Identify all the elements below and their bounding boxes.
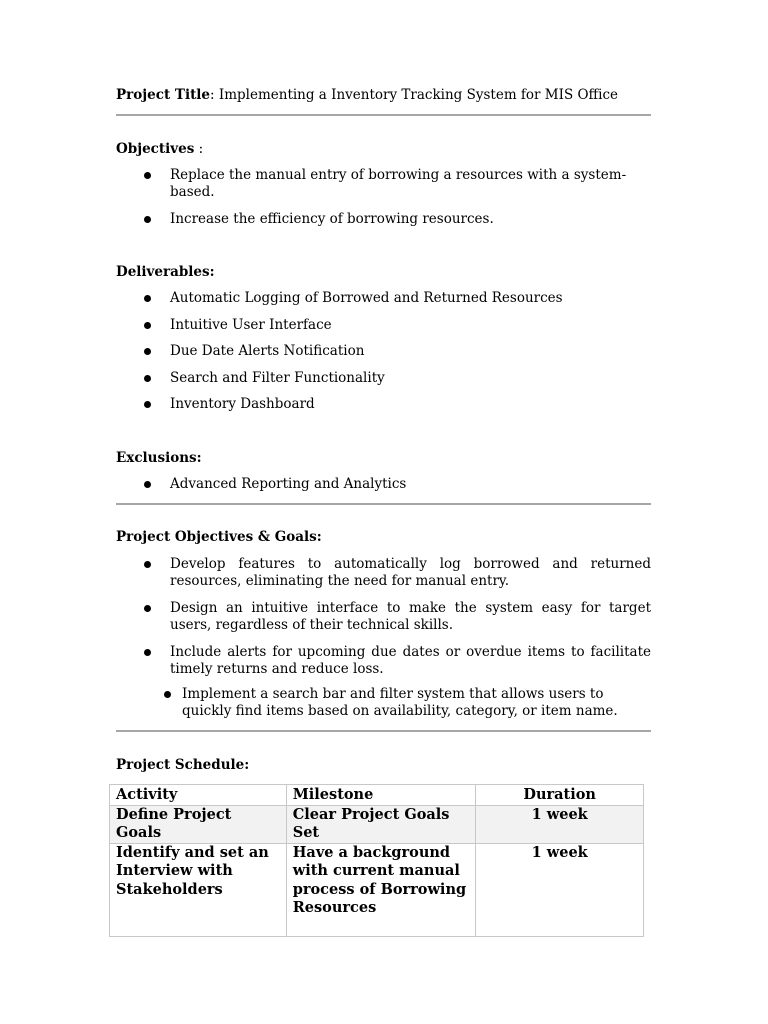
objectives-heading-text: Objectives bbox=[116, 141, 195, 157]
bullet-icon bbox=[144, 401, 151, 408]
table-cell-milestone: Have a background with current manual process of Borrowing Resources bbox=[286, 843, 476, 936]
bullet-icon bbox=[164, 691, 171, 698]
list-item bbox=[116, 476, 651, 493]
sub-list-item bbox=[116, 686, 652, 720]
list-item bbox=[116, 600, 651, 634]
table-cell-activity: Define Project Goals bbox=[110, 805, 287, 843]
table-row bbox=[110, 843, 644, 936]
deliverables-heading: Deliverables: bbox=[116, 264, 215, 280]
list-item bbox=[116, 556, 651, 590]
list-item-text: Develop features to automatically log borrowed and returned resources, eliminating the need for manual entry. bbox=[170, 556, 651, 589]
goals-heading: Project Objectives & Goals: bbox=[116, 529, 322, 545]
list-item-text: Advanced Reporting and Analytics bbox=[170, 476, 407, 492]
bullet-icon bbox=[144, 348, 151, 355]
list-item bbox=[116, 317, 651, 334]
section-divider bbox=[116, 730, 651, 732]
list-item-text: Include alerts for upcoming due dates or overdue items to facilitate timely returns and reduce loss. bbox=[170, 644, 651, 677]
list-item bbox=[116, 644, 651, 678]
schedule-table bbox=[109, 784, 644, 937]
list-item bbox=[116, 290, 651, 307]
project-title-value: : Implementing a Inventory Tracking System for MIS Office bbox=[210, 87, 619, 103]
list-item bbox=[116, 370, 651, 387]
exclusions-heading: Exclusions: bbox=[116, 450, 202, 466]
list-item-text: Intuitive User Interface bbox=[170, 316, 332, 333]
column-header-activity: Activity bbox=[110, 785, 287, 806]
list-item-text: Automatic Logging of Borrowed and Returned Resources bbox=[170, 290, 563, 306]
list-item bbox=[116, 211, 651, 228]
bullet-icon bbox=[144, 172, 151, 179]
project-title bbox=[116, 86, 618, 104]
table-cell-activity: Identify and set an Interview with Stakeholders bbox=[110, 843, 287, 936]
project-title-label: Project Title bbox=[116, 87, 211, 103]
table-row bbox=[110, 805, 644, 843]
sub-list-item-text: Implement a search bar and filter system that allows users to quickly find items based on availability, category, or item name. bbox=[182, 686, 618, 719]
bullet-icon bbox=[144, 375, 151, 382]
section-divider bbox=[116, 503, 651, 505]
table-cell-milestone: Clear Project Goals Set bbox=[286, 805, 476, 843]
bullet-icon bbox=[144, 322, 151, 329]
list-item bbox=[116, 396, 651, 413]
list-item-text: Search and Filter Functionality bbox=[170, 369, 385, 386]
bullet-icon bbox=[144, 216, 151, 223]
list-item-text: Design an intuitive interface to make the system easy for target users, regardless of their technical skills. bbox=[170, 600, 651, 633]
table-cell-duration: 1 week bbox=[476, 805, 644, 843]
list-item-text: Due Date Alerts Notification bbox=[170, 343, 365, 359]
column-header-milestone: Milestone bbox=[286, 785, 476, 806]
list-item-text: Inventory Dashboard bbox=[170, 396, 315, 412]
list-item bbox=[116, 343, 651, 360]
objectives-list bbox=[116, 167, 651, 228]
list-item-text: Replace the manual entry of borrowing a resources with a system-based. bbox=[170, 167, 627, 200]
column-header-duration: Duration bbox=[476, 785, 644, 806]
table-cell-duration: 1 week bbox=[476, 843, 644, 936]
bullet-icon bbox=[144, 481, 151, 488]
bullet-icon bbox=[144, 295, 151, 302]
exclusions-list bbox=[116, 476, 651, 493]
bullet-icon bbox=[144, 649, 151, 656]
list-item-text: Increase the efficiency of borrowing resources. bbox=[170, 211, 494, 227]
deliverables-list bbox=[116, 290, 651, 413]
list-item bbox=[116, 167, 651, 201]
table-header-row bbox=[110, 785, 644, 806]
bullet-icon bbox=[144, 561, 151, 568]
schedule-heading: Project Schedule: bbox=[116, 757, 250, 773]
section-divider bbox=[116, 114, 651, 116]
objectives-heading-suffix: : bbox=[194, 141, 204, 157]
bullet-icon bbox=[144, 605, 151, 612]
objectives-heading bbox=[116, 140, 203, 158]
goals-list bbox=[116, 556, 651, 678]
